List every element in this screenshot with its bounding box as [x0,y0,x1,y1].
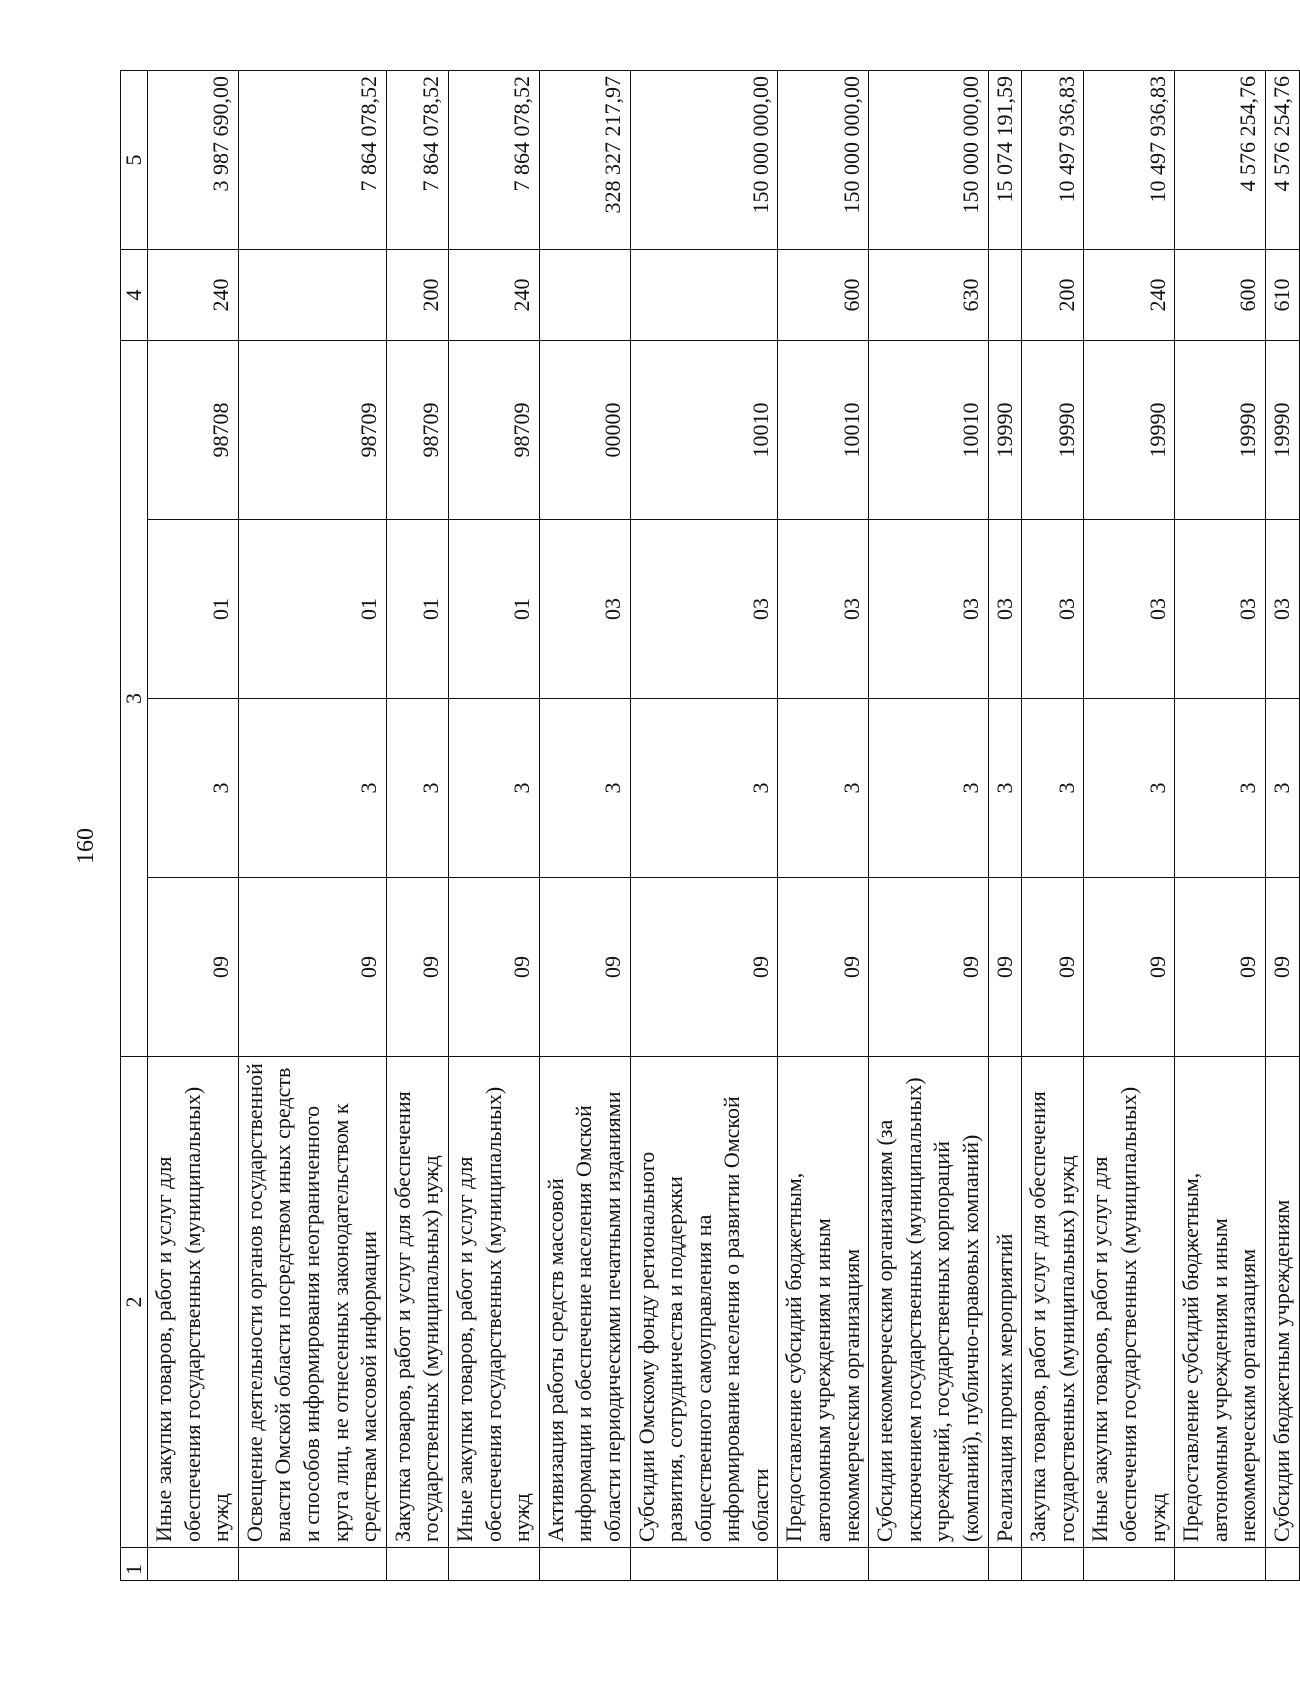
code-subprogram-cell: 3 [238,699,386,878]
amount-cell: 4 576 254,76 [1175,71,1266,250]
row-number-cell [238,1548,386,1581]
code-subprogram-cell: 3 [869,699,988,878]
table-row [869,71,988,1581]
row-number-cell [1084,1548,1175,1581]
table-row [238,71,386,1581]
amount-cell: 7 864 078,52 [386,71,448,250]
amount-cell: 15 074 191,59 [988,71,1022,250]
code-subprogram-cell: 3 [448,699,539,878]
table-row [148,71,239,1581]
row-number-cell [869,1548,988,1581]
header-col-5: 5 [121,71,148,250]
amount-cell: 7 864 078,52 [448,71,539,250]
code-event-cell: 03 [630,520,778,699]
code-direction-cell: 19990 [1265,341,1299,520]
description-cell: Закупка товаров, работ и услуг для обеспечения государственных (муниципальных) нужд [386,1057,448,1548]
code-direction-cell: 98709 [238,341,386,520]
expense-type-cell: 240 [1084,250,1175,341]
table-row [778,71,869,1581]
table-row [386,71,448,1581]
code-direction-cell: 00000 [539,341,630,520]
code-event-cell: 03 [1265,520,1299,699]
description-cell: Субсидии бюджетным учреждениям [1265,1057,1299,1548]
code-event-cell: 03 [988,520,1022,699]
expense-type-cell: 200 [1022,250,1084,341]
code-direction-cell: 19990 [1175,341,1266,520]
expense-type-cell: 600 [1175,250,1266,341]
row-number-cell [778,1548,869,1581]
expense-type-cell: 630 [869,250,988,341]
code-event-cell: 01 [386,520,448,699]
row-number-cell [1022,1548,1084,1581]
code-program-cell: 09 [778,878,869,1057]
row-number-cell [988,1548,1022,1581]
code-subprogram-cell: 3 [386,699,448,878]
code-program-cell: 09 [238,878,386,1057]
rotated-table-container [120,70,1294,1581]
header-col-2: 2 [121,1057,148,1548]
amount-cell: 3 987 690,00 [148,71,239,250]
table-row [448,71,539,1581]
table-row [988,71,1022,1581]
row-number-cell [1265,1548,1299,1581]
code-program-cell: 09 [988,878,1022,1057]
row-number-cell [1175,1548,1266,1581]
code-direction-cell: 19990 [988,341,1022,520]
code-subprogram-cell: 3 [988,699,1022,878]
description-cell: Реализация прочих мероприятий [988,1057,1022,1548]
row-number-cell [630,1548,778,1581]
table-row [630,71,778,1581]
code-direction-cell: 19990 [1022,341,1084,520]
expense-type-cell [539,250,630,341]
description-cell: Субсидии некоммерческим организациям (за исключением государственных (муниципальных) учреждений, государственных корпораций (компаний), публично-правовых компаний) [869,1057,988,1548]
code-subprogram-cell: 3 [539,699,630,878]
amount-cell: 150 000 000,00 [630,71,778,250]
code-subprogram-cell: 3 [1022,699,1084,878]
table-row [1084,71,1175,1581]
description-cell: Иные закупки товаров, работ и услуг для обеспечения государственных (муниципальных) нужд [448,1057,539,1548]
code-program-cell: 09 [1175,878,1266,1057]
code-subprogram-cell: 3 [778,699,869,878]
table-row [1265,71,1299,1581]
expense-type-cell [238,250,386,341]
code-program-cell: 09 [1084,878,1175,1057]
code-direction-cell: 10010 [778,341,869,520]
header-col-3: 3 [121,341,148,1057]
code-program-cell: 09 [1265,878,1299,1057]
code-event-cell: 01 [448,520,539,699]
code-direction-cell: 98708 [148,341,239,520]
code-direction-cell: 98709 [448,341,539,520]
row-number-cell [448,1548,539,1581]
code-subprogram-cell: 3 [1175,699,1266,878]
code-event-cell: 01 [148,520,239,699]
code-program-cell: 09 [630,878,778,1057]
code-subprogram-cell: 3 [630,699,778,878]
row-number-cell [386,1548,448,1581]
code-direction-cell: 10010 [630,341,778,520]
amount-cell: 328 327 217,97 [539,71,630,250]
code-event-cell: 03 [1084,520,1175,699]
code-direction-cell: 10010 [869,341,988,520]
amount-cell: 150 000 000,00 [778,71,869,250]
table-row [539,71,630,1581]
table-header-row [121,71,148,1581]
code-subprogram-cell: 3 [1265,699,1299,878]
description-cell: Закупка товаров, работ и услуг для обеспечения государственных (муниципальных) нужд [1022,1057,1084,1548]
code-program-cell: 09 [869,878,988,1057]
table-row [1022,71,1084,1581]
expense-type-cell: 600 [778,250,869,341]
budget-table [120,70,1300,1581]
row-number-cell [539,1548,630,1581]
code-subprogram-cell: 3 [148,699,239,878]
code-program-cell: 09 [448,878,539,1057]
description-cell: Активизация работы средств массовой информации и обеспечение населения Омской области периодическими печатными изданиями [539,1057,630,1548]
amount-cell: 4 576 254,76 [1265,71,1299,250]
budget-table-body [121,71,1300,1581]
page-number: 160 [73,828,99,864]
description-cell: Субсидии Омскому фонду регионального развития, сотрудничества и поддержки общественного самоуправления на информирование населения о развитии Омской области [630,1057,778,1548]
expense-type-cell [630,250,778,341]
code-event-cell: 03 [869,520,988,699]
code-event-cell: 03 [539,520,630,699]
row-number-cell [148,1548,239,1581]
description-cell: Иные закупки товаров, работ и услуг для обеспечения государственных (муниципальных) нужд [1084,1057,1175,1548]
amount-cell: 150 000 000,00 [869,71,988,250]
code-program-cell: 09 [1022,878,1084,1057]
expense-type-cell [988,250,1022,341]
code-subprogram-cell: 3 [1084,699,1175,878]
code-event-cell: 03 [778,520,869,699]
expense-type-cell: 240 [148,250,239,341]
code-event-cell: 03 [1022,520,1084,699]
code-event-cell: 01 [238,520,386,699]
code-event-cell: 03 [1175,520,1266,699]
expense-type-cell: 240 [448,250,539,341]
code-direction-cell: 98709 [386,341,448,520]
amount-cell: 10 497 936,83 [1022,71,1084,250]
code-program-cell: 09 [148,878,239,1057]
code-program-cell: 09 [386,878,448,1057]
description-cell: Предоставление субсидий бюджетным, автономным учреждениям и иным некоммерческим организациям [778,1057,869,1548]
description-cell: Иные закупки товаров, работ и услуг для обеспечения государственных (муниципальных) нужд [148,1057,239,1548]
amount-cell: 10 497 936,83 [1084,71,1175,250]
table-row [1175,71,1266,1581]
description-cell: Предоставление субсидий бюджетным, автономным учреждениям и иным некоммерческим организациям [1175,1057,1266,1548]
description-cell: Освещение деятельности органов государственной власти Омской области посредством иных средств и способов информирования неограниченного круга лиц, не отнесенных законодательством к средствам массовой информации [238,1057,386,1548]
code-program-cell: 09 [539,878,630,1057]
amount-cell: 7 864 078,52 [238,71,386,250]
expense-type-cell: 200 [386,250,448,341]
header-col-4: 4 [121,250,148,341]
header-col-1: 1 [121,1548,148,1581]
expense-type-cell: 610 [1265,250,1299,341]
code-direction-cell: 19990 [1084,341,1175,520]
